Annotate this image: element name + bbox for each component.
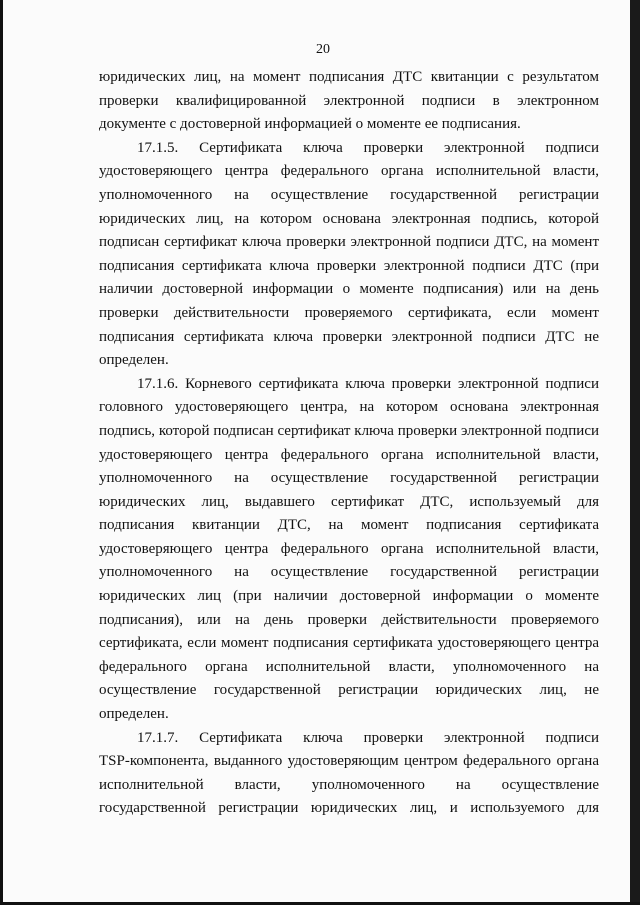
text-line: подписания), или на день проверки действительности проверяемого: [99, 611, 599, 628]
text-line: TSP-компонента, выданного удостоверяющим центром федерального органа: [99, 753, 599, 770]
text-line: проверки квалифицированной электронной подписи в электронном: [99, 92, 599, 109]
text-line: подписан сертификат ключа проверки электронной подписи ДТС, на момент: [99, 234, 599, 251]
text-line: определен.: [99, 352, 169, 369]
text-line: юридических лиц, на момент подписания ДТС квитанции с результатом: [99, 69, 599, 85]
text-line: подписания сертификата ключа проверки электронной подписи ДТС не: [99, 328, 599, 345]
text-line: государственной регистрации юридических лиц, и используемого для: [99, 800, 599, 817]
text-line: исполнительной власти, уполномоченного на осуществление: [99, 776, 599, 793]
text-line: подписания сертификата ключа проверки электронной подписи ДТС (при: [99, 257, 599, 274]
text-line: осуществление государственной регистрации юридических лиц, не: [99, 682, 599, 699]
text-line: уполномоченного на осуществление государственной регистрации: [99, 564, 599, 581]
text-line: удостоверяющего центра федерального органа исполнительной власти,: [99, 163, 599, 180]
text-line: удостоверяющего центра федерального органа исполнительной власти,: [99, 446, 599, 463]
text-line: федерального органа исполнительной власти, уполномоченного на: [99, 658, 599, 675]
text-line: подпись, которой подписан сертификат ключа проверки электронной подписи: [99, 422, 599, 439]
text-line: юридических лиц, выдавшего сертификат ДТС, используемый для: [99, 493, 599, 510]
page-number: 20: [316, 42, 330, 57]
text-line: юридических лиц (при наличии достоверной информации о моменте: [99, 588, 599, 605]
text-line: 17.1.6. Корневого сертификата ключа проверки электронной подписи: [137, 375, 599, 392]
text-line: уполномоченного на осуществление государственной регистрации: [99, 186, 599, 203]
text-line: юридических лиц, на котором основана электронная подпись, которой: [99, 210, 599, 227]
text-line: наличии достоверной информации о моменте подписания) или на день: [99, 281, 599, 298]
text-line: подписания квитанции ДТС, на момент подписания сертификата: [99, 517, 599, 534]
text-line: документе с достоверной информацией о моменте ее подписания.: [99, 116, 521, 133]
text-line: головного удостоверяющего центра, на котором основана электронная: [99, 399, 599, 416]
text-line: определен.: [99, 706, 169, 723]
text-line: сертификата, если момент подписания сертификата удостоверяющего центра: [99, 635, 599, 652]
text-line: 17.1.5. Сертификата ключа проверки электронной подписи: [137, 139, 599, 156]
document-body: [99, 66, 599, 821]
text-line: уполномоченного на осуществление государственной регистрации: [99, 470, 599, 487]
text-line: удостоверяющего центра федерального органа исполнительной власти,: [99, 540, 599, 557]
text-line: 17.1.7. Сертификата ключа проверки электронной подписи: [137, 729, 599, 746]
text-line: проверки действительности проверяемого сертификата, если момент: [99, 304, 599, 321]
